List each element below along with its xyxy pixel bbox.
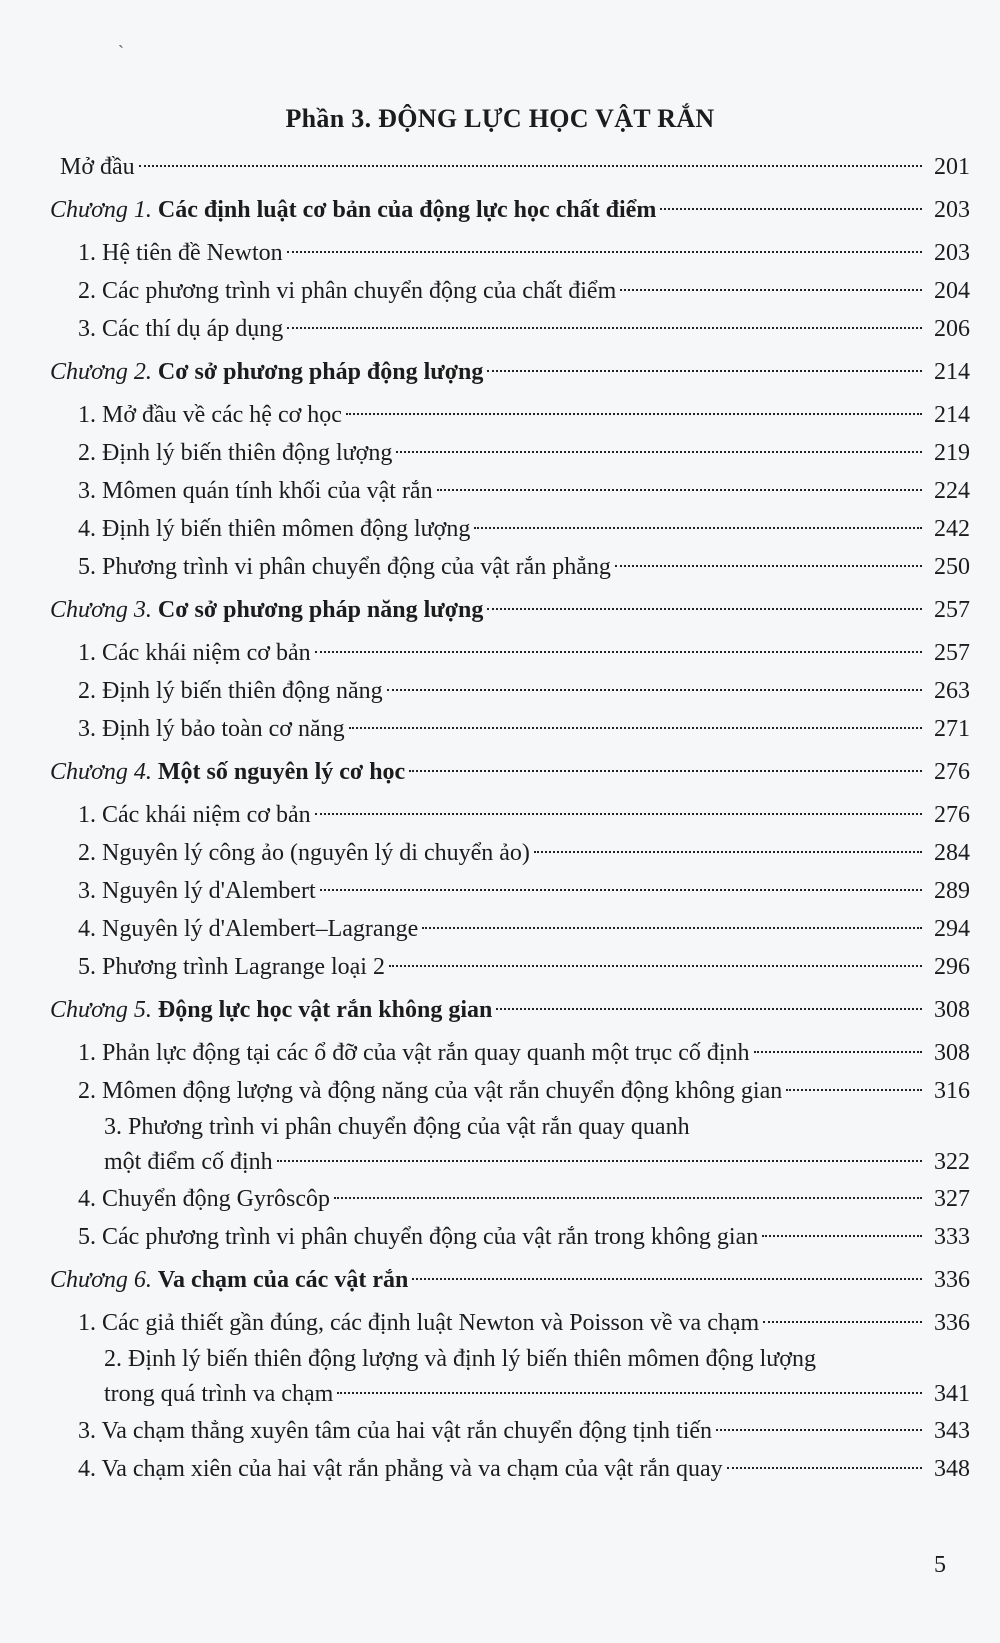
toc-item-label: 4. Nguyên lý d'Alembert–Lagrange — [78, 916, 419, 942]
toc-item-label: 3. Phương trình vi phân chuyển động của vật rắn quay quanh — [104, 1114, 690, 1140]
toc-item-label: 3. Va chạm thẳng xuyên tâm của hai vật rắn chuyển động tịnh tiến — [78, 1418, 713, 1444]
toc-chapter-page: 203 — [934, 197, 970, 223]
toc-chapter-page: 276 — [934, 759, 970, 785]
toc-item-label: 1. Phản lực động tại các ổ đỡ của vật rắn quay quanh một trục cố định — [78, 1040, 750, 1066]
toc-item — [50, 1304, 970, 1342]
chapter-title: Cơ sở phương pháp năng lượng — [157, 597, 484, 623]
toc-item-label: 1. Hệ tiên đề Newton — [78, 240, 283, 266]
toc-item — [50, 796, 970, 834]
dot-leader — [660, 208, 922, 210]
dot-leader — [754, 1051, 922, 1053]
toc-item-page: 343 — [934, 1418, 970, 1444]
dot-leader — [396, 451, 922, 453]
chapter-title: Các định luật cơ bản của động lực học chất điểm — [157, 197, 657, 223]
toc-item — [50, 234, 970, 272]
toc-item — [50, 910, 970, 948]
toc-item-page: 341 — [934, 1381, 970, 1407]
toc-chapter-label — [50, 748, 405, 796]
toc-item-page: 327 — [934, 1186, 970, 1212]
toc-chapter-label — [50, 986, 492, 1034]
toc-item-label: 5. Các phương trình vi phân chuyển động của vật rắn trong không gian — [78, 1224, 759, 1250]
chapter-number: 6. — [133, 1267, 152, 1293]
dot-leader — [422, 927, 922, 929]
toc-item — [50, 1072, 970, 1110]
toc-item — [50, 1218, 970, 1256]
toc-item-page: 289 — [934, 878, 970, 904]
toc-chapter — [50, 1256, 970, 1304]
dot-leader — [437, 489, 922, 491]
toc-item-label: 5. Phương trình Lagrange loại 2 — [78, 954, 385, 980]
dot-leader — [139, 165, 922, 167]
toc-item-label: 5. Phương trình vi phân chuyển động của vật rắn phẳng — [78, 554, 611, 580]
dot-leader — [287, 251, 922, 253]
chapter-number: 2. — [133, 359, 152, 385]
toc-chapter-label — [50, 186, 656, 234]
toc-item-page: 206 — [934, 316, 970, 342]
toc-item-continuation — [50, 1376, 970, 1412]
dot-leader — [334, 1197, 922, 1199]
toc-item-page: 308 — [934, 1040, 970, 1066]
toc-item-label: 3. Nguyên lý d'Alembert — [78, 878, 316, 904]
toc-chapter-label — [50, 348, 483, 396]
toc-item-page: 336 — [934, 1310, 970, 1336]
toc-item — [50, 272, 970, 310]
toc-item — [50, 872, 970, 910]
pen-mark: ˏ — [118, 28, 124, 48]
toc-item — [50, 1450, 970, 1488]
dot-leader — [487, 370, 922, 372]
toc-item-label: 2. Định lý biến thiên động năng — [78, 678, 383, 704]
toc-item — [50, 472, 970, 510]
toc-item — [50, 948, 970, 986]
dot-leader — [762, 1235, 922, 1237]
toc-item — [50, 510, 970, 548]
chapter-number: 1. — [133, 197, 152, 223]
chapter-number: 4. — [133, 759, 152, 785]
toc-item-page: 219 — [934, 440, 970, 466]
dot-leader — [412, 1278, 922, 1280]
dot-leader — [346, 413, 922, 415]
chapter-word: Chương — [50, 1267, 128, 1293]
toc-item-page: 271 — [934, 716, 970, 742]
toc-item-label: 2. Các phương trình vi phân chuyển động của chất điểm — [78, 278, 617, 304]
toc-item-label: 4. Va chạm xiên của hai vật rắn phẳng và va chạm của vật rắn quay — [78, 1456, 723, 1482]
chapter-number: 5. — [133, 997, 152, 1023]
toc-item-label: 2. Nguyên lý công ảo (nguyên lý di chuyển ảo) — [78, 840, 530, 866]
toc-item — [50, 672, 970, 710]
chapter-word: Chương — [50, 597, 128, 623]
toc-item-page: 204 — [934, 278, 970, 304]
toc-item-page: 316 — [934, 1078, 970, 1104]
toc-chapter-page: 308 — [934, 997, 970, 1023]
toc-item-page: 214 — [934, 402, 970, 428]
toc-item-label: 2. Định lý biến thiên động lượng — [78, 440, 393, 466]
toc-item-label: 3. Mômen quán tính khối của vật rắn — [78, 478, 433, 504]
toc-item-page: 203 — [934, 240, 970, 266]
toc-item — [50, 1342, 970, 1376]
chapter-word: Chương — [50, 359, 128, 385]
toc-item-page: 284 — [934, 840, 970, 866]
toc-chapter — [50, 986, 970, 1034]
toc-item-label: 4. Định lý biến thiên mômen động lượng — [78, 516, 471, 542]
toc-item-page: 242 — [934, 516, 970, 542]
dot-leader — [277, 1160, 922, 1162]
part-title: Phần 3. ĐỘNG LỰC HỌC VẬT RẮN — [285, 104, 715, 133]
toc-item — [50, 1034, 970, 1072]
toc-chapter — [50, 586, 970, 634]
toc-item-page: 263 — [934, 678, 970, 704]
chapter-word: Chương — [50, 197, 128, 223]
toc-item — [50, 1180, 970, 1218]
chapter-title: Va chạm của các vật rắn — [157, 1267, 409, 1293]
toc-intro — [50, 148, 970, 186]
dot-leader — [496, 1008, 922, 1010]
toc-item-label-cont: một điểm cố định — [104, 1149, 273, 1175]
table-of-contents — [50, 148, 970, 1488]
chapter-word: Chương — [50, 997, 128, 1023]
dot-leader — [389, 965, 922, 967]
dot-leader — [474, 527, 922, 529]
dot-leader — [320, 889, 922, 891]
dot-leader — [387, 689, 922, 691]
dot-leader — [620, 289, 922, 291]
dot-leader — [487, 608, 922, 610]
dot-leader — [315, 813, 922, 815]
chapter-title: Cơ sở phương pháp động lượng — [157, 359, 484, 385]
chapter-title: Động lực học vật rắn không gian — [157, 997, 493, 1023]
toc-item-continuation — [50, 1144, 970, 1180]
toc-chapter-page: 257 — [934, 597, 970, 623]
dot-leader — [349, 727, 922, 729]
toc-item-label: 1. Các khái niệm cơ bản — [78, 802, 311, 828]
toc-item-page: 224 — [934, 478, 970, 504]
dot-leader — [786, 1089, 922, 1091]
toc-item — [50, 1110, 970, 1144]
dot-leader — [534, 851, 922, 853]
toc-item-page: 276 — [934, 802, 970, 828]
chapter-title: Một số nguyên lý cơ học — [157, 759, 406, 785]
toc-intro-label: Mở đầu — [60, 154, 135, 180]
dot-leader — [716, 1429, 922, 1431]
dot-leader — [727, 1467, 922, 1469]
page-number: 5 — [934, 1552, 946, 1578]
toc-item-label-cont: trong quá trình va chạm — [104, 1381, 334, 1407]
toc-item — [50, 1412, 970, 1450]
toc-item-label: 1. Mở đầu về các hệ cơ học — [78, 402, 342, 428]
toc-item-label: 2. Mômen động lượng và động năng của vật rắn chuyển động không gian — [78, 1078, 783, 1104]
toc-chapter-page: 214 — [934, 359, 970, 385]
toc-chapter-page: 336 — [934, 1267, 970, 1293]
toc-item — [50, 834, 970, 872]
dot-leader — [337, 1392, 922, 1394]
toc-item-page: 322 — [934, 1149, 970, 1175]
toc-chapter — [50, 348, 970, 396]
dot-leader — [315, 651, 922, 653]
dot-leader — [615, 565, 922, 567]
toc-item-label: 3. Định lý bảo toàn cơ năng — [78, 716, 345, 742]
toc-chapter-label — [50, 586, 483, 634]
toc-item — [50, 434, 970, 472]
toc-item — [50, 710, 970, 748]
toc-item — [50, 310, 970, 348]
dot-leader — [763, 1321, 922, 1323]
toc-item-label: 1. Các khái niệm cơ bản — [78, 640, 311, 666]
chapter-number: 3. — [133, 597, 152, 623]
toc-item-page: 296 — [934, 954, 970, 980]
toc-chapter — [50, 186, 970, 234]
toc-item-label: 4. Chuyển động Gyrôscôp — [78, 1186, 330, 1212]
toc-item-page: 257 — [934, 640, 970, 666]
toc-chapter — [50, 748, 970, 796]
toc-item-page: 348 — [934, 1456, 970, 1482]
toc-item — [50, 396, 970, 434]
toc-intro-page: 201 — [934, 154, 970, 180]
toc-item — [50, 548, 970, 586]
toc-item — [50, 634, 970, 672]
toc-chapter-label — [50, 1256, 408, 1304]
toc-item-label: 1. Các giả thiết gần đúng, các định luật Newton và Poisson về va chạm — [78, 1310, 760, 1336]
toc-item-page: 294 — [934, 916, 970, 942]
toc-item-page: 333 — [934, 1224, 970, 1250]
chapter-word: Chương — [50, 759, 128, 785]
toc-item-page: 250 — [934, 554, 970, 580]
dot-leader — [409, 770, 922, 772]
toc-item-label: 2. Định lý biến thiên động lượng và định lý biến thiên mômen động lượng — [104, 1346, 816, 1372]
toc-item-label: 3. Các thí dụ áp dụng — [78, 316, 284, 342]
dot-leader — [287, 327, 922, 329]
